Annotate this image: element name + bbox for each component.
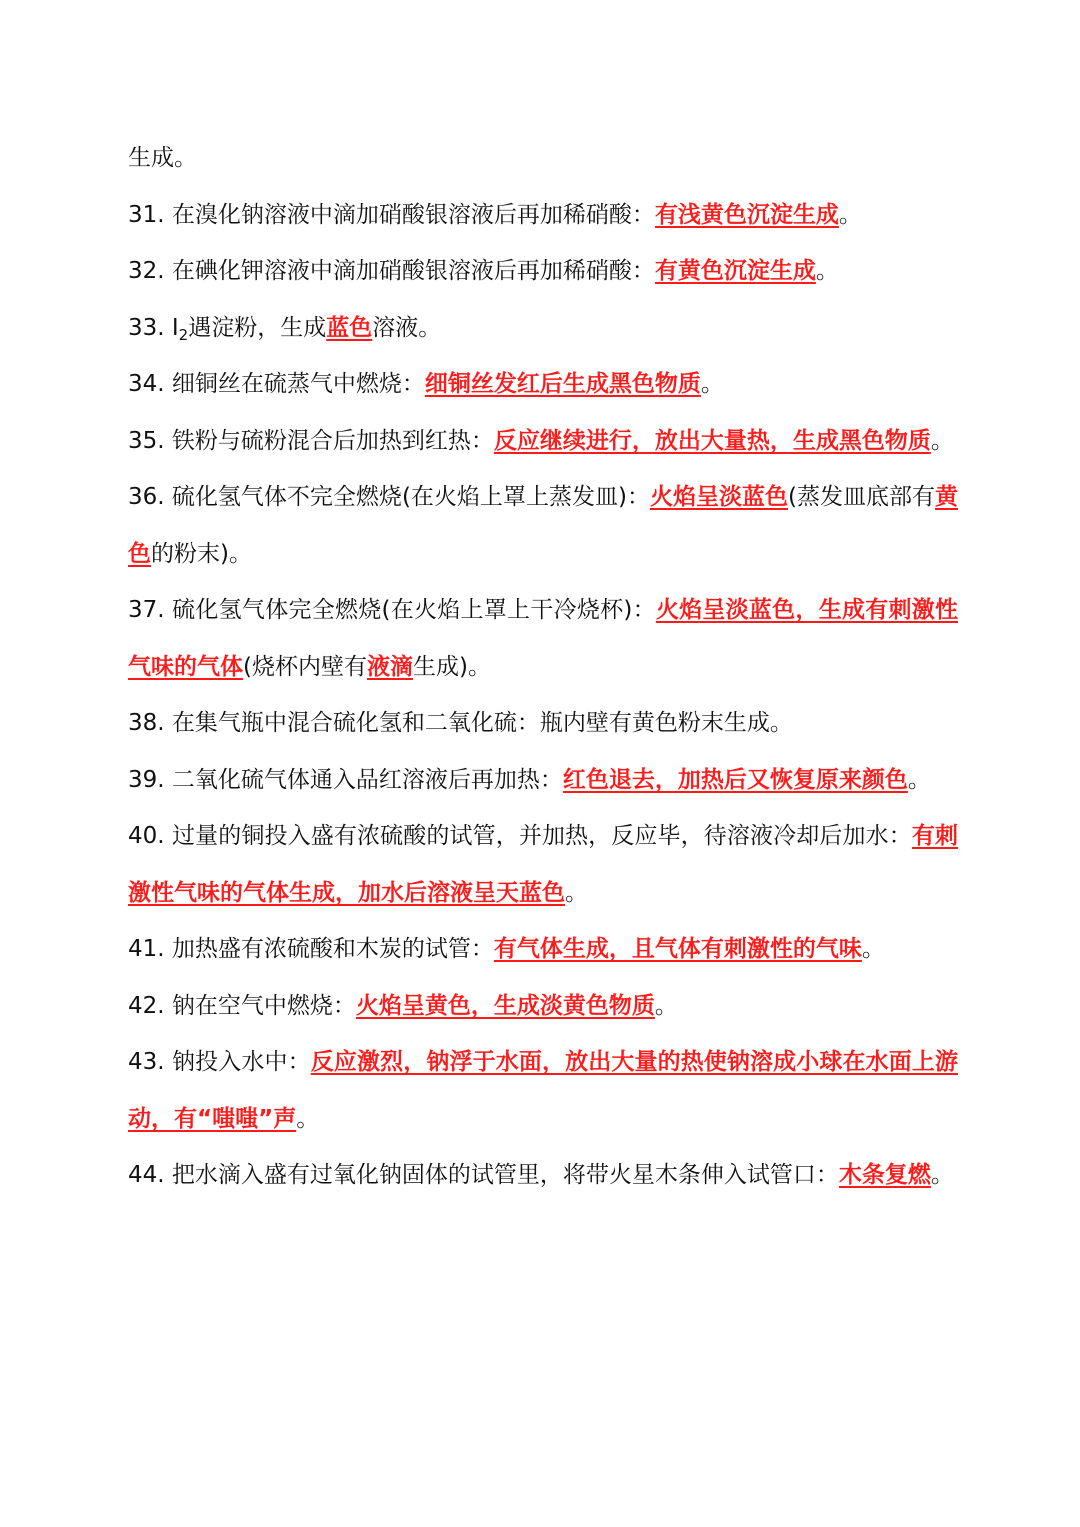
highlighted-answer: 火焰呈淡蓝色，生成有刺激性气味的气体 <box>128 597 958 680</box>
observation-item <box>128 469 958 582</box>
question-text: 37. 硫化氢气体完全燃烧(在火焰上罩上干冷烧杯)： <box>128 597 656 623</box>
highlighted-answer: 火焰呈淡蓝色 <box>649 484 788 510</box>
question-text: 生成)。 <box>412 653 491 680</box>
question-text: (烧杯内壁有 <box>243 653 367 680</box>
question-text: 。 <box>700 371 724 397</box>
observation-item <box>128 921 958 978</box>
question-text: 32. 在碘化钾溶液中滴加硝酸银溶液后再加稀硝酸： <box>128 258 655 284</box>
highlighted-answer: 有气体生成，且气体有刺激性的气味 <box>493 936 862 962</box>
observation-item <box>128 1034 958 1147</box>
question-text: 。 <box>861 936 885 962</box>
question-text: 31. 在溴化钠溶液中滴加硝酸银溶液后再加稀硝酸： <box>128 201 655 228</box>
question-text: 42. 钠在空气中燃烧： <box>128 992 356 1019</box>
question-text: 44. 把水滴入盛有过氧化钠固体的试管里，将带火星木条伸入试管口： <box>128 1162 839 1188</box>
observation-item <box>128 300 958 357</box>
question-text: 。 <box>565 879 588 906</box>
observation-item <box>128 243 958 300</box>
document-body <box>128 130 958 1204</box>
question-text: 33. I <box>128 314 179 341</box>
question-text: 43. 钠投入水中： <box>128 1049 311 1075</box>
highlighted-answer: 黄色 <box>128 484 958 567</box>
question-text: 。 <box>930 427 954 454</box>
question-text: 。 <box>907 766 931 793</box>
question-text: 40. 过量的铜投入盛有浓硫酸的试管，并加热，反应毕，待溶液冷却后加水： <box>128 823 912 849</box>
question-text: (蒸发皿底部有 <box>787 484 935 510</box>
question-text: 。 <box>815 258 839 284</box>
question-text: 。 <box>654 992 678 1019</box>
question-text: 。 <box>838 201 862 228</box>
highlighted-answer: 液滴 <box>366 653 413 680</box>
highlighted-answer: 蓝色 <box>326 314 373 341</box>
highlighted-answer: 有刺激性气味的气体生成，加水后溶液呈天蓝色 <box>128 823 959 906</box>
question-text: 。 <box>930 1162 954 1188</box>
highlighted-answer: 有黄色沉淀生成 <box>654 258 816 284</box>
highlighted-answer: 红色退去，加热后又恢复原来颜色 <box>562 766 908 793</box>
observation-item <box>128 1147 958 1204</box>
highlighted-answer: 细铜丝发红后生成黑色物质 <box>424 371 701 397</box>
observation-item <box>128 413 958 470</box>
question-text: 的粉末)。 <box>151 540 252 567</box>
question-text: 35. 铁粉与硫粉混合后加热到红热： <box>128 427 494 454</box>
observation-item <box>128 695 958 752</box>
question-text: 36. 硫化氢气体不完全燃烧(在火焰上罩上蒸发皿)： <box>128 484 650 510</box>
highlighted-answer: 反应继续进行，放出大量热，生成黑色物质 <box>493 427 931 454</box>
question-text: 41. 加热盛有浓硫酸和木炭的试管： <box>128 936 494 962</box>
observation-item <box>128 187 958 244</box>
question-text: 遇淀粉，生成 <box>188 314 327 341</box>
question-text: 生成。 <box>128 145 197 171</box>
question-text: 。 <box>296 1105 320 1132</box>
observation-item <box>128 978 958 1035</box>
question-text: 38. 在集气瓶中混合硫化氢和二氧化硫：瓶内壁有黄色粉末生成。 <box>128 710 793 736</box>
observation-item <box>128 808 958 921</box>
highlighted-answer: 火焰呈黄色，生成淡黄色物质 <box>355 992 655 1019</box>
observation-item <box>128 356 958 413</box>
subscript-text: 2 <box>178 325 189 344</box>
question-text: 39. 二氧化硫气体通入品红溶液后再加热： <box>128 766 563 793</box>
observation-item <box>128 582 958 695</box>
question-text: 34. 细铜丝在硫蒸气中燃烧： <box>128 371 425 397</box>
highlighted-answer: 木条复燃 <box>838 1162 931 1188</box>
highlighted-answer: 有浅黄色沉淀生成 <box>654 201 839 228</box>
highlighted-answer: 反应激烈，钠浮于水面，放出大量的热使钠溶成小球在水面上游动，有“嗤嗤”声 <box>128 1049 959 1132</box>
observation-item <box>128 130 958 187</box>
observation-item <box>128 752 958 809</box>
question-text: 溶液。 <box>372 314 442 341</box>
